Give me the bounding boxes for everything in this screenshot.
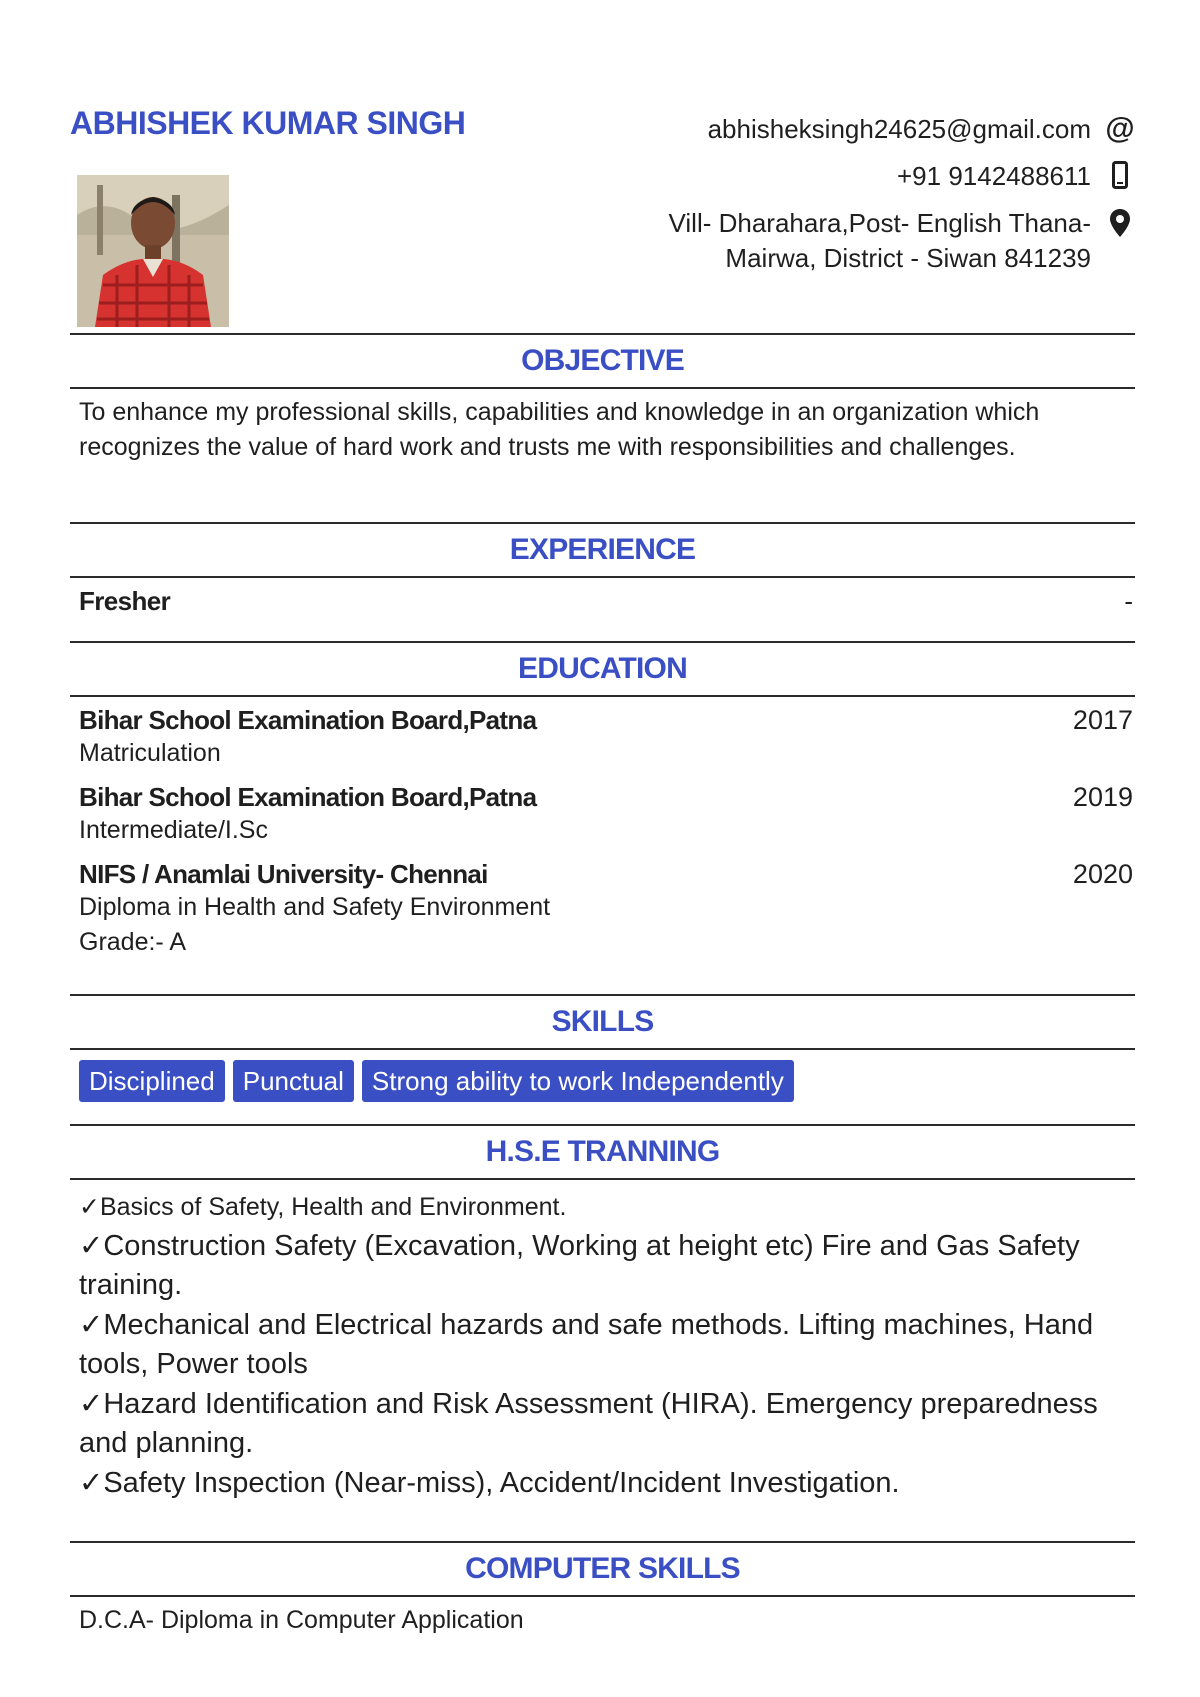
education-item: [70, 782, 1135, 848]
mobile-phone-icon: [1105, 159, 1135, 193]
education-title: EDUCATION: [518, 652, 687, 685]
email-row: [515, 112, 1135, 147]
education-institution: Bihar School Examination Board,Patna: [79, 705, 537, 735]
education-grade: Grade:- A: [79, 928, 186, 956]
email-text[interactable]: abhisheksingh24625@gmail.com: [707, 114, 1091, 144]
experience-title: EXPERIENCE: [509, 533, 696, 566]
contact-block: [515, 112, 1135, 288]
computer-skills-section: [70, 1541, 1135, 1638]
experience-role: Fresher: [79, 586, 171, 616]
education-list: [70, 697, 1135, 960]
phone-row: [515, 159, 1135, 194]
skill-chip: Disciplined: [79, 1060, 225, 1102]
computer-skills-text: D.C.A- Diploma in Computer Application: [79, 1606, 524, 1634]
education-course: Diploma in Health and Safety Environment: [79, 893, 551, 921]
address-text: Vill- Dharahara,Post- English Thana- Mairwa, District - Siwan 841239: [668, 208, 1091, 273]
education-institution: Bihar School Examination Board,Patna: [79, 782, 537, 812]
address-row: [515, 206, 1135, 276]
check-icon: ✓: [79, 1307, 104, 1341]
experience-row: [70, 578, 1135, 617]
objective-text: To enhance my professional skills, capabilities and knowledge in an organization which recognizes the value of hard work and trusts me with responsibilities and challenges.: [79, 398, 1040, 461]
list-item: ✓Construction Safety (Excavation, Working at height etc) Fire and Gas Safety training.: [79, 1228, 1080, 1301]
education-year: 2017: [1072, 705, 1133, 735]
location-pin-icon: [1105, 206, 1135, 240]
check-icon: ✓: [79, 1192, 100, 1221]
hse-training-title: H.S.E TRANNING: [485, 1135, 720, 1168]
skills-section: [70, 994, 1135, 1112]
objective-section: [70, 333, 1135, 465]
phone-text[interactable]: +91 9142488611: [897, 161, 1091, 191]
hse-training-list: [70, 1180, 1135, 1503]
at-icon: @: [1105, 112, 1135, 145]
list-item: ✓Hazard Identification and Risk Assessment (HIRA). Emergency preparedness and planning.: [79, 1386, 1098, 1459]
check-icon: ✓: [79, 1228, 104, 1262]
check-icon: ✓: [79, 1465, 104, 1499]
profile-photo-illustration: [77, 175, 229, 327]
check-icon: ✓: [79, 1386, 104, 1420]
objective-title: OBJECTIVE: [521, 344, 684, 377]
hse-training-section: [70, 1124, 1135, 1503]
education-course: Matriculation: [79, 739, 221, 767]
education-section: [70, 641, 1135, 971]
list-item: ✓Mechanical and Electrical hazards and safe methods. Lifting machines, Hand tools, Power tools: [79, 1307, 1094, 1380]
list-item: ✓Safety Inspection (Near-miss), Accident/Incident Investigation.: [79, 1465, 900, 1499]
skill-chip: Strong ability to work Independently: [362, 1060, 794, 1102]
experience-section: [70, 522, 1135, 617]
education-year: 2019: [1072, 782, 1133, 812]
computer-skills-title: COMPUTER SKILLS: [465, 1552, 740, 1585]
profile-photo: [77, 175, 229, 327]
education-item: [70, 859, 1135, 960]
skills-title: SKILLS: [551, 1005, 654, 1038]
education-institution: NIFS / Anamlai University- Chennai: [79, 859, 488, 889]
education-course: Intermediate/I.Sc: [79, 816, 268, 844]
candidate-name: ABHISHEK KUMAR SINGH: [70, 105, 466, 141]
education-item: [70, 705, 1135, 771]
list-item: ✓Basics of Safety, Health and Environment.: [79, 1192, 567, 1221]
experience-period: -: [1124, 586, 1133, 616]
education-year: 2020: [1072, 859, 1133, 889]
skills-list: [70, 1050, 1135, 1112]
skill-chip: Punctual: [233, 1060, 354, 1102]
